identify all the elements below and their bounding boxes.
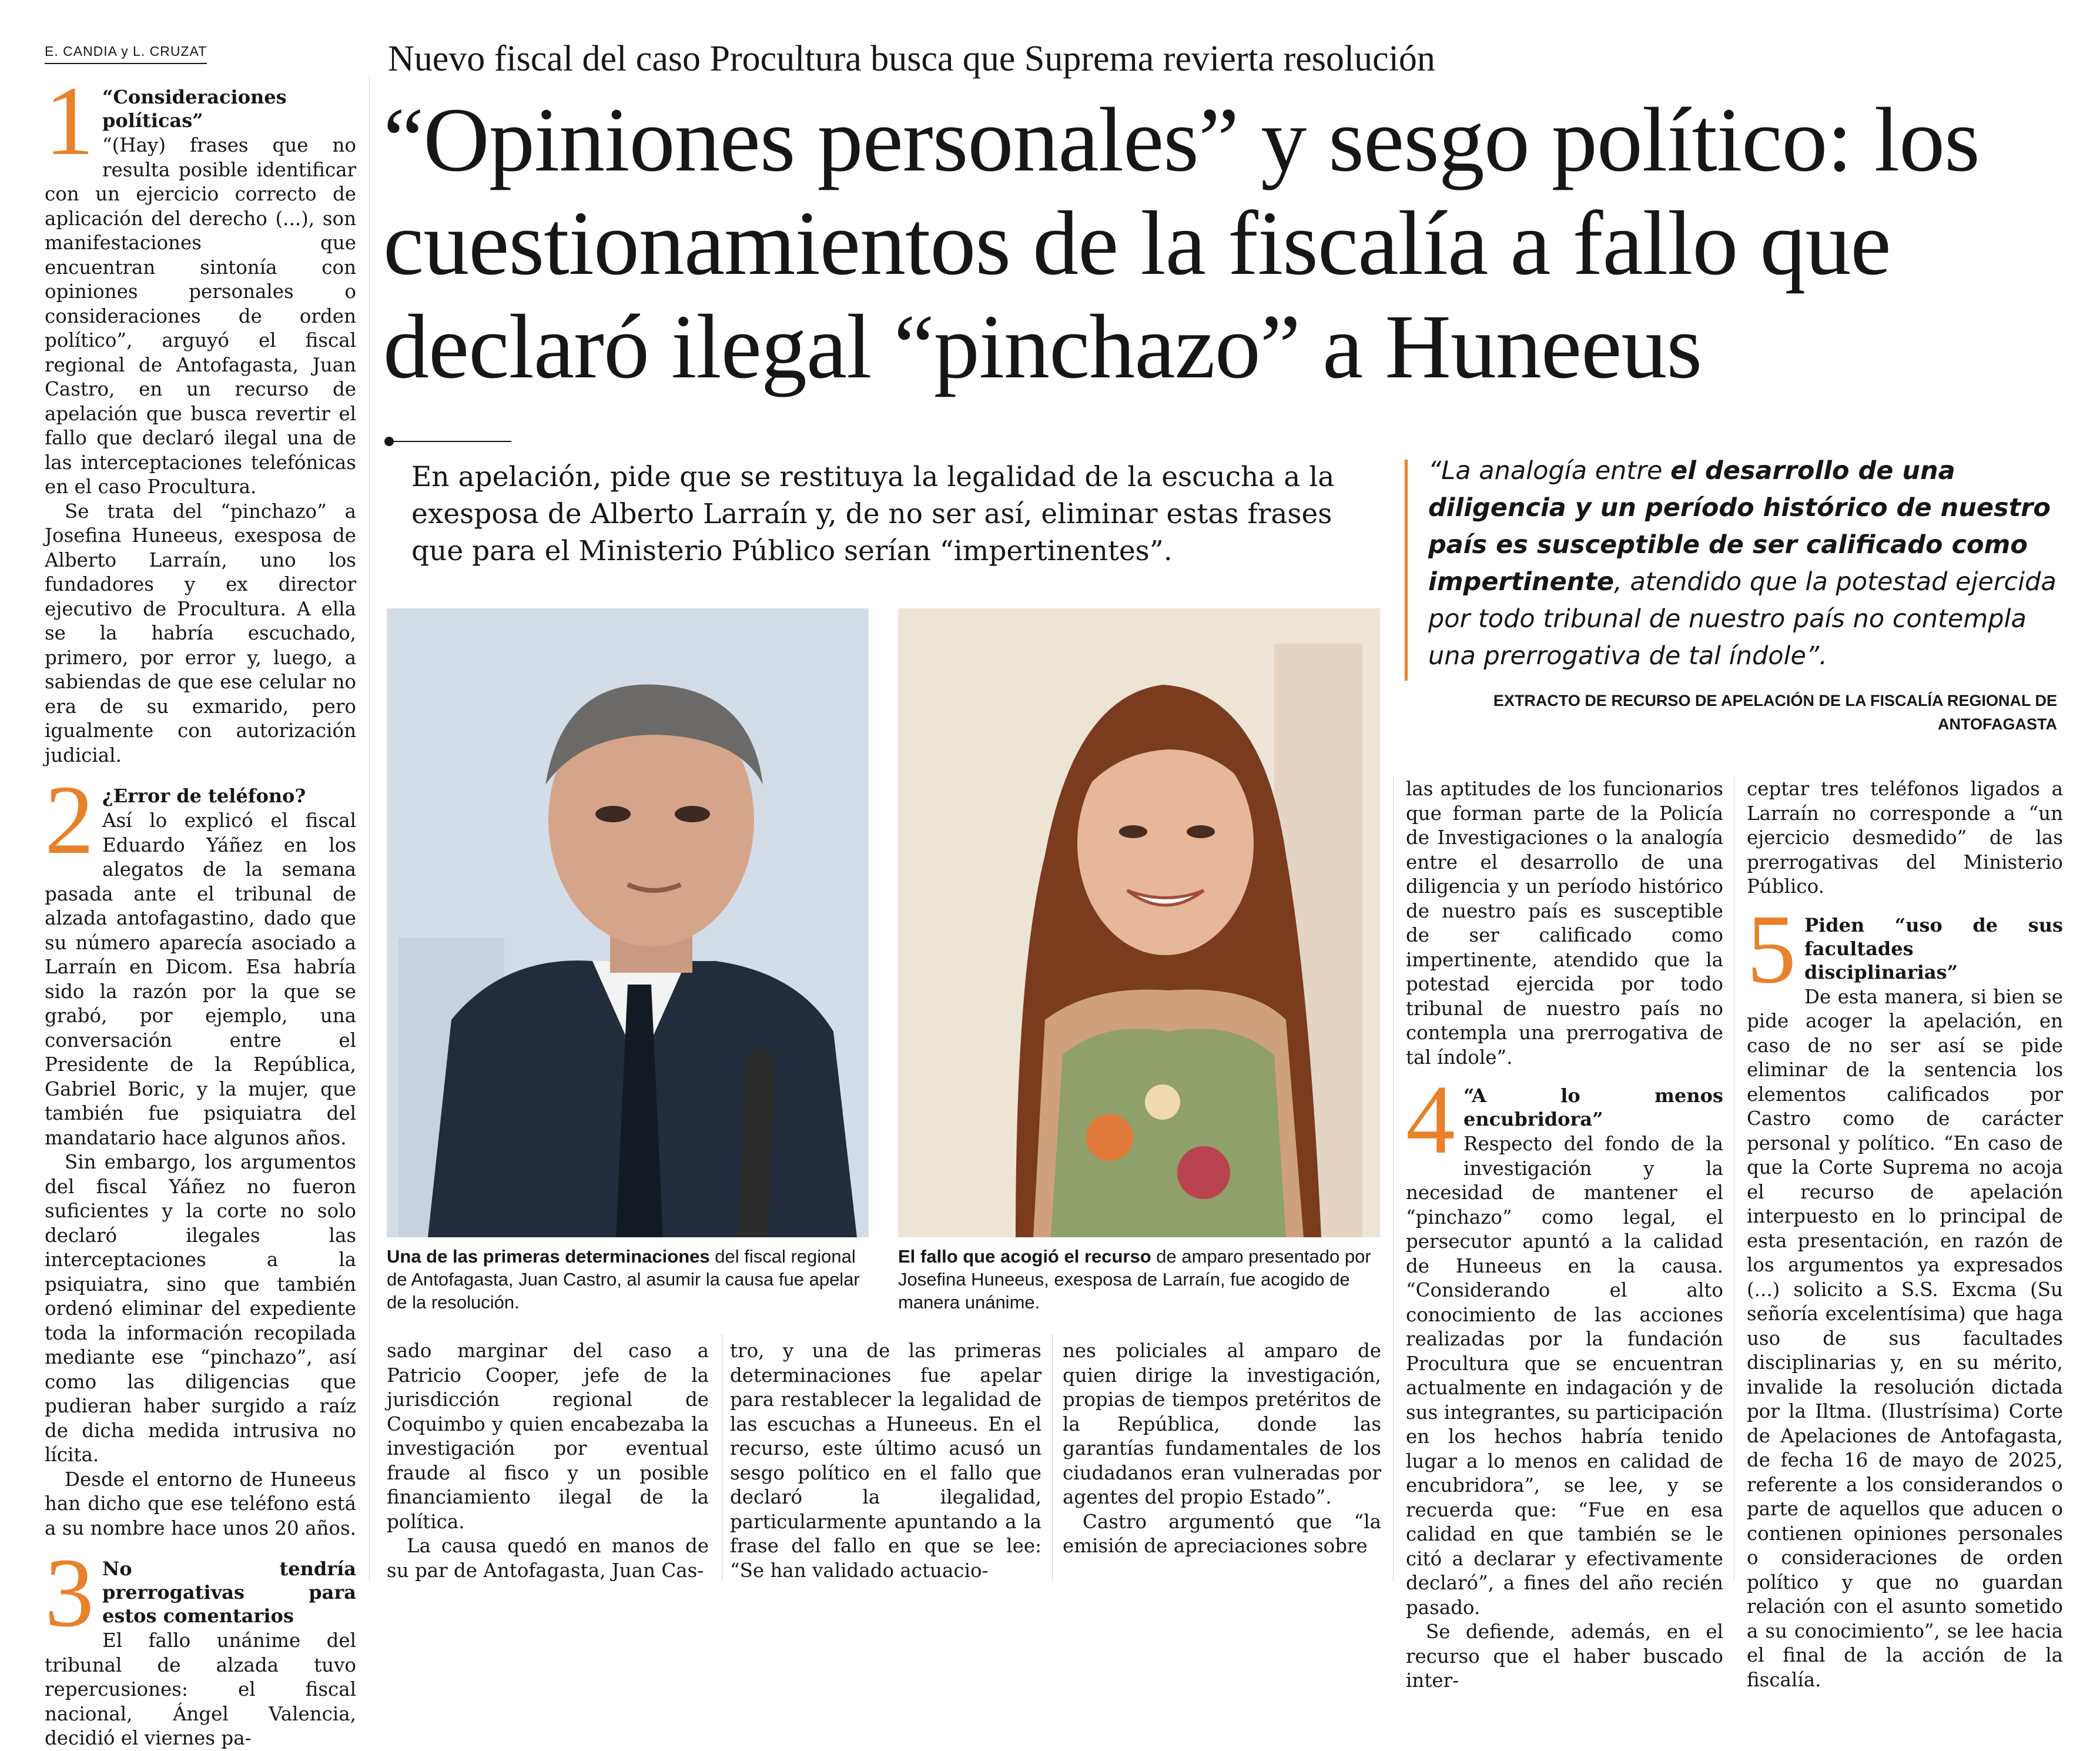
paragraph: sado marginar del caso a Patricio Cooper, jefe de la jurisdicción regional de Coquimbo y quien encabezaba la investigación por eventual fraude al fisco y un posible financiamiento ilegal de la política. [387, 1340, 709, 1533]
pull-quote-bold: el desarrollo de una diligencia y un período histórico de nuestro país es susceptible de ser calificado como impertinente [1428, 456, 2051, 597]
paragraph: Desde el entorno de Huneeus han dicho que ese teléfono está a su nombre hace unos 20 años. [45, 1468, 356, 1539]
bullet-dot [384, 437, 394, 446]
pull-quote-text-2: , atendido que la potestad ejercida por todo tribunal de nuestro país no contempla una prerrogativa de tal índole”. [1428, 567, 2057, 671]
paragraph: Sin embargo, los argumentos del fiscal Yáñez no fueron suficientes y la corte no solo declaró ilegales las interceptaciones a la psiquiatra, sino que también ordenó eliminar del expediente toda la información recopilada mediante ese “pinchazo”, así como las diligencias que pudieran haber surgido a raíz de dicha medida intrusiva no lícita. [45, 1151, 356, 1466]
paragraph: La causa quedó en manos de su par de Antofagasta, Juan Cas- [387, 1535, 709, 1582]
column-3 [730, 1339, 1041, 1586]
photo-juan-castro [387, 608, 869, 1237]
column-6 [1747, 777, 2063, 1691]
pull-quote-text-1: “La analogía entre [1428, 456, 1671, 486]
section-number-4: 4 [1406, 1065, 1455, 1174]
column-rule [1393, 776, 1394, 1581]
paragraph: “(Hay) frases que no resulta posible identificar con un ejercicio correcto de aplicación del derecho (...), son manifestaciones que encuentran sintonía con opiniones personales o consideraciones de orden político”, arguyó el fiscal regional de Antofagasta, Juan Castro, en un recurso de apelación que busca revertir el fallo que declaró ilegal una de las interceptaciones telefónicas en el caso Procultura. [45, 134, 356, 498]
headline: “Opiniones personales” y sesgo político: los cuestionamientos de la fiscalía a fallo que declaró ilegal “pinchazo” a Huneeus [383, 89, 1980, 397]
section-3 [45, 1538, 356, 1751]
caption-right-bold: El fallo que acogió el recurso [898, 1246, 1151, 1267]
photo-illustration-man [387, 608, 869, 1237]
paragraph: Castro argumentó que “la emisión de apreciaciones sobre [1063, 1510, 1381, 1557]
column-1 [45, 66, 356, 1749]
kicker: Nuevo fiscal del caso Procultura busca que Suprema revierta resolución [388, 39, 1435, 79]
section-title-4: “A lo menos encubridora” [1463, 1084, 1723, 1130]
section-1 [45, 66, 356, 768]
lead-divider [388, 441, 511, 442]
column-rule [1052, 1334, 1053, 1581]
caption-left-bold: Una de las primeras determinaciones [387, 1246, 710, 1267]
byline: E. CANDIA y L. CRUZAT [45, 43, 207, 64]
caption-right [898, 1245, 1380, 1314]
paragraph: Se trata del “pinchazo” a Josefina Huneeus, exesposa de Alberto Larraín, uno los fundadores y ex director ejecutivo de Procultura. A ella se la habría escuchado, primero, por error y, luego, a sabiendas de que ese celular no era de su exmarido, pero igualmente con autorización judicial. [45, 500, 356, 766]
paragraph: El fallo unánime del tribunal de alzada tuvo repercusiones: el fiscal nacional, Ángel Valencia, decidió el viernes pa- [45, 1629, 356, 1749]
paragraph: Se defiende, además, en el recurso que el haber buscado inter- [1406, 1621, 1723, 1692]
section-number-3: 3 [45, 1538, 94, 1648]
section-number-2: 2 [45, 765, 94, 875]
paragraph: ceptar tres teléfonos ligados a Larraín no corresponde a “un ejercicio desmedido” de las prerrogativas del Ministerio Público. [1747, 778, 2063, 898]
pull-quote [1428, 453, 2069, 675]
section-number-1: 1 [45, 66, 94, 176]
section-number-5: 5 [1747, 894, 1796, 1004]
column-4 [1063, 1339, 1381, 1586]
section-title-2: ¿Error de teléfono? [102, 785, 306, 807]
paragraph: nes policiales al amparo de quien dirige la investigación, propias de tiempos pretéritos de la República, donde las garantías fundamentales de los ciudadanos eran vulneradas por agentes del propio Estado”. [1063, 1340, 1381, 1508]
paragraph: De esta manera, si bien se pide acoger la apelación, en caso de no ser así se pide eliminar de la sentencia los elementos calificados por Castro como de carácter personal y político. “En caso de que la Corte Suprema no acoja el recurso de apelación interpuesto en lo principal de esta presentación, en razón de los argumentos ya expresados (...) solicito a S.S. Excma (Su señoría excelentísima) que haga uso de sus facultades disciplinarias y, en su mérito, invalide la resolución dictada por la Iltma. (Ilustrísima) Corte de Apelaciones de Antofagasta, de fecha 16 de mayo de 2025, referente a los considerandos o parte de aquellos que aducen o contienen opiniones personales o consideraciones de orden político y que no guardan relación con el asunto sometido a su conocimiento”, se lee hacia el final de la acción de la fiscalía. [1747, 985, 2063, 1691]
section-2 [45, 765, 356, 1541]
caption-right-text: de amparo presentado por Josefina Huneeus, exesposa de Larraín, fue acogido de manera unánime. [898, 1246, 1371, 1313]
photo-josefina-huneeus [898, 608, 1380, 1237]
column-rule [369, 76, 370, 1581]
quote-bar [1405, 460, 1408, 681]
section-title-5: Piden “uso de sus facultades disciplinarias” [1804, 913, 2063, 983]
section-4 [1406, 1065, 1723, 1693]
paragraph: las aptitudes de los funcionarios que forman parte de la Policía de Investigaciones o la analogía entre el desarrollo de una diligencia y un período histórico de nuestro país es susceptible de ser calificado como impertinente, atendido que la potestad ejercida por todo tribunal de nuestro país no contempla una prerrogativa de tal índole”. [1406, 778, 1723, 1069]
column-5 [1406, 777, 1723, 1692]
paragraph: Respecto del fondo de la investigación y la necesidad de mantener el “pinchazo” como legal, el persecutor apuntó a la calidad de Huneeus en la causa. “Considerando el alto conocimiento de las acciones realizadas por la fundación Procultura que se encuentran actualmente en indagación y de sus integrantes, su participación en los hechos habría tenido lugar a lo menos en calidad de encubridora”, se lee, y se recuerda que: “Fue en esa calidad en que también se le citó a declarar y efectivamente declaró”, a fines del año recién pasado. [1406, 1133, 1723, 1619]
lead: En apelación, pide que se restituya la legalidad de la escucha a la exesposa de Alberto Larraín y, de no ser así, eliminar estas frases que para el Ministerio Público serían “impertinentes”. [411, 461, 1335, 567]
photo-illustration-woman [898, 608, 1380, 1237]
column-2 [387, 1339, 709, 1586]
caption-left [387, 1245, 869, 1314]
quote-source: EXTRACTO DE RECURSO DE APELACIÓN DE LA FISCALÍA REGIONAL DE ANTOFAGASTA [1493, 692, 2057, 733]
section-title-1: “Consideraciones políticas” [102, 86, 287, 132]
paragraph: Así lo explicó el fiscal Eduardo Yáñez en los alegatos de la semana pasada ante el tribunal de alzada antofagastino, dado que su número aparecía asociado a Larraín en Dicom. Esa habría sido la razón por la que se grabó, por ejemplo, una conversación entre el Presidente de la República, Gabriel Boric, y la mujer, que también fue psiquiatra del mandatario hace algunos años. [45, 809, 356, 1149]
section-5 [1747, 894, 2063, 1693]
section-title-3: No tendría prerrogativas para estos comentarios [102, 1558, 356, 1627]
paragraph: tro, y una de las primeras determinaciones fue apelar para restablecer la legalidad de las escuchas a Huneeus. En el recurso, este último acusó un sesgo político en el fallo que declaró la ilegalidad, particularmente apuntando a la frase del fallo en que se lee: “Se han validado actuacio- [730, 1340, 1041, 1582]
caption-left-text: del fiscal regional de Antofagasta, Juan Castro, al asumir la causa fue apelar de la resolución. [387, 1246, 860, 1313]
